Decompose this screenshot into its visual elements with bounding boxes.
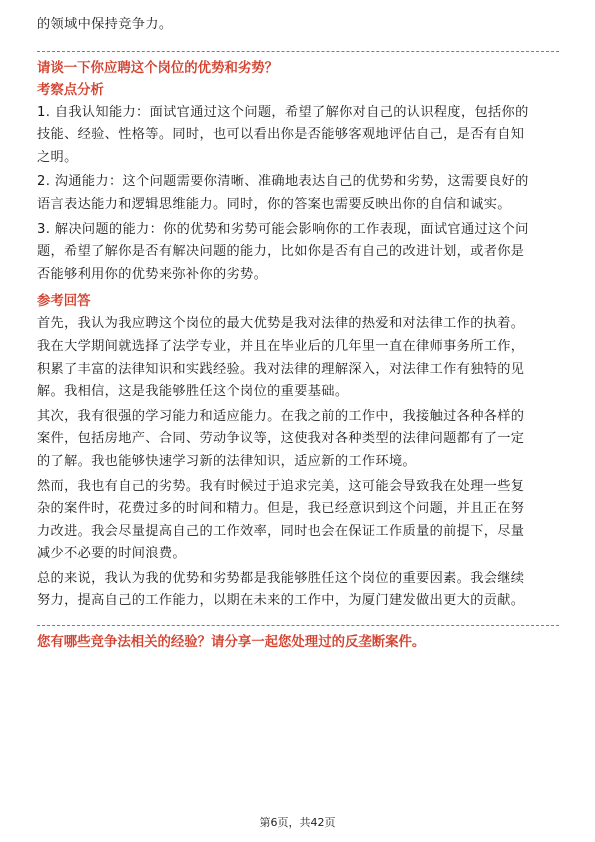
text-line: 解。我相信，这是我能够胜任这个岗位的重要基础。 <box>37 384 349 400</box>
intro-tail-text: 的领域中保持竞争力。 <box>37 17 173 32</box>
answer-paragraph-2 <box>37 406 559 474</box>
analysis-item-2 <box>37 171 559 216</box>
text-line: 努力，提高自己的工作能力，以期在未来的工作中，为厦门建发做出更大的贡献。 <box>37 593 525 609</box>
question-heading: 您有哪些竞争法相关的经验？请分享一起您处理过的反垄断案件。 <box>37 635 426 651</box>
text-line: 然而，我也有自己的劣势。我有时候过于追求完美，这可能会导致我在处理一些复 <box>37 478 525 494</box>
text-line: 减少不必要的时间浪费。 <box>37 546 186 562</box>
page-content <box>37 14 559 654</box>
text-line: 总的来说，我认为我的优势和劣势都是我能够胜任这个岗位的重要因素。我会继续 <box>37 570 525 586</box>
analysis-item-3 <box>37 219 559 287</box>
text-line: 的了解。我也能够快速学习新的法律知识，适应新的工作环境。 <box>37 453 417 469</box>
text-line: 3. 解决问题的能力：你的优势和劣势可能会影响你的工作表现，面试官通过这个问 <box>37 221 529 237</box>
text-line: 积累了丰富的法律知识和实践经验。我对法律的理解深入，对法律工作有独特的见 <box>37 361 525 377</box>
question-heading: 请谈一下你应聘这个岗位的优势和劣势？ <box>37 60 279 76</box>
text-line: 1. 自我认知能力：面试官通过这个问题，希望了解你对自己的认识程度，包括你的 <box>37 104 529 120</box>
answer-paragraph-4 <box>37 568 559 613</box>
text-line: 力改进。我会尽量提高自己的工作效率，同时也会在保证工作质量的前提下，尽量 <box>37 523 525 539</box>
text-line: 案件，包括房地产、合同、劳动争议等，这使我对各种类型的法律问题都有了一定 <box>37 431 525 447</box>
answer-paragraph-1 <box>37 313 559 403</box>
answer-paragraph-3 <box>37 476 559 566</box>
page-number: 第6页，共42页 <box>259 816 336 829</box>
text-line: 题，希望了解你是否有解决问题的能力，比如你是否有自己的改进计划，或者你是 <box>37 244 525 260</box>
analysis-item-1 <box>37 102 559 170</box>
text-line: 首先，我认为我应聘这个岗位的最大优势是我对法律的热爱和对法律工作的执着。 <box>37 316 525 332</box>
text-line: 语言表达能力和逻辑思维能力。同时，你的答案也需要反映出你的自信和诚实。 <box>37 196 511 212</box>
text-line: 我在大学期间就选择了法学专业，并且在毕业后的几年里一直在律师事务所工作， <box>37 338 525 354</box>
text-line: 其次，我有很强的学习能力和适应能力。在我之前的工作中，我接触过各种各样的 <box>37 408 525 424</box>
answer-heading: 参考回答 <box>37 294 91 310</box>
text-line: 杂的案件时，花费过多的时间和精力。但是，我已经意识到这个问题，并且正在努 <box>37 501 525 517</box>
text-line: 技能、经验、性格等。同时，也可以看出你是否能够客观地评估自己，是否有自知 <box>37 127 525 143</box>
text-line: 否能够利用你的优势来弥补你的劣势。 <box>37 266 268 282</box>
text-line: 2. 沟通能力：这个问题需要你清晰、准确地表达自己的优势和劣势，这需要良好的 <box>37 174 529 190</box>
text-line: 之明。 <box>37 149 78 165</box>
analysis-heading: 考察点分析 <box>37 82 104 98</box>
